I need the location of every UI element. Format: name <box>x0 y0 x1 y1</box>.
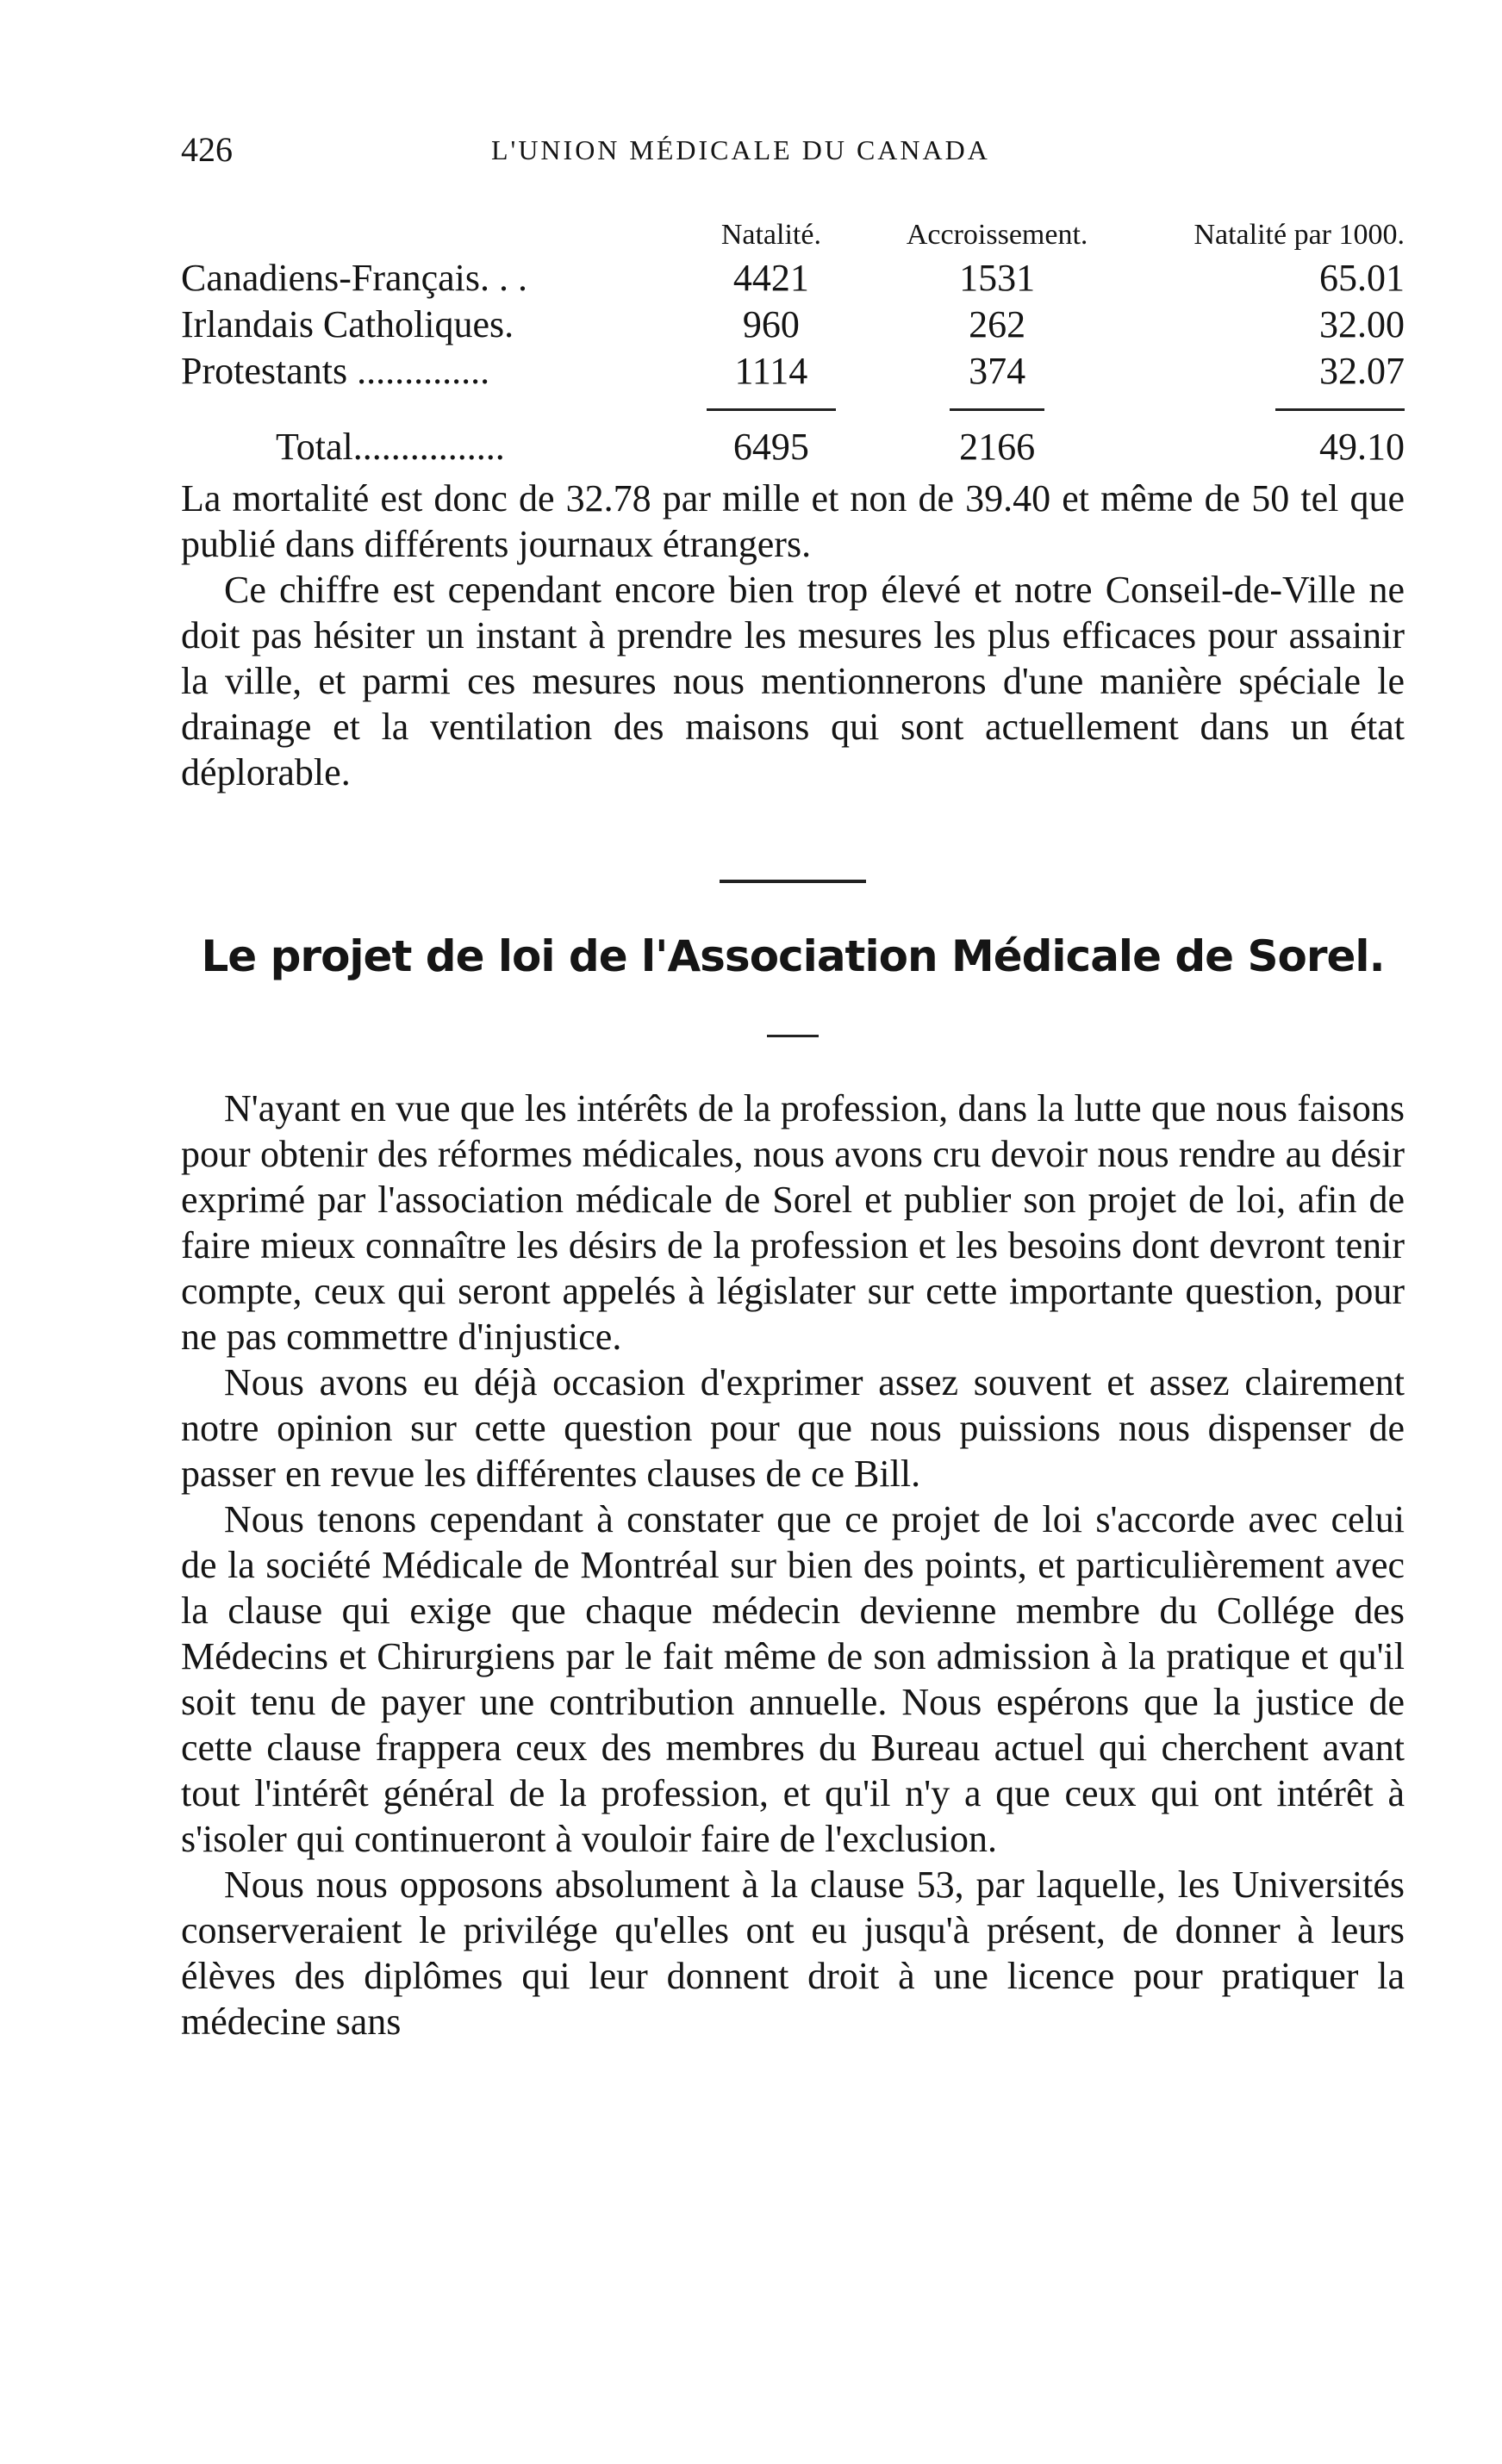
column-header-label <box>181 215 689 255</box>
section-separator <box>720 880 866 883</box>
sum-rule-row <box>181 395 1405 424</box>
cell-natalite: 1114 <box>734 350 808 392</box>
row-label: Protestants .............. <box>181 350 490 392</box>
row-label: Canadiens-Français. . . <box>181 257 527 299</box>
cell-natalite: 4421 <box>732 257 809 299</box>
statistics-table <box>181 215 1405 470</box>
table-header-row <box>181 215 1405 255</box>
row-label: Irlandais Catholiques. <box>181 303 514 345</box>
total-par-mille: 49.10 <box>1319 426 1405 468</box>
page-number: 426 <box>181 130 233 169</box>
section-paragraph: Nous nous opposons absolument à la clause 53, par laquelle, les Universités conserveraient le privilége qu'elles ont eu jusqu'à présent, de donner à leurs élèves des diplômes qui leur donnent droit à une licence pour pratiquer la médecine sans <box>181 1864 1405 2043</box>
section-paragraph: Nous avons eu déjà occasion d'exprimer assez souvent et assez clairement notre opinion sur cette question pour que nous puissions nous dispenser de passer en revue les différentes clauses de ce Bill. <box>181 1361 1405 1495</box>
table-total-row <box>181 424 1405 470</box>
cell-natalite: 960 <box>742 303 800 345</box>
sum-rule <box>1275 408 1405 411</box>
cell-accroissement: 1531 <box>959 257 1036 299</box>
table-row <box>181 302 1405 348</box>
sum-rule <box>707 408 836 411</box>
total-label: Total................ <box>276 426 505 468</box>
total-natalite: 6495 <box>732 426 809 468</box>
document-page <box>181 129 1405 2044</box>
section-paragraph: Nous tenons cependant à constater que ce projet de loi s'accorde avec celui de la société Médicale de Montréal sur bien des points, et particulièrement avec la clause qui exige que chaque médecin devienne membre du Collége des Médecins et Chirurgiens par le fait même de son admission à la pratique et qu'il soit tenu de payer une contribution annuelle. Nous espérons que la justice de cette clause frappera ceux des membres du Bureau actuel qui cherchent avant tout l'intérêt général de la profession, et qu'il n'y a que ceux qui ont intérêt à s'isoler qui continueront à vouloir faire de l'exclusion. <box>181 1498 1405 1860</box>
column-header-par-mille: Natalité par 1000. <box>1193 219 1405 251</box>
cell-accroissement: 374 <box>969 350 1026 392</box>
column-header-natalite: Natalité. <box>720 219 821 251</box>
table-row <box>181 255 1405 302</box>
cell-par-mille: 65.01 <box>1319 257 1405 299</box>
total-accroissement: 2166 <box>959 426 1036 468</box>
title-rule <box>767 1035 819 1037</box>
sum-rule <box>950 408 1044 411</box>
section-paragraph: N'ayant en vue que les intérêts de la profession, dans la lutte que nous faisons pour obtenir des réformes médicales, nous avons cru devoir nous rendre au désir exprimé par l'association médicale de Sorel et publier son projet de loi, afin de faire mieux connaître les désirs de la profession et les besoins dont devront tenir compte, ceux qui seront appelés à législater sur cette importante question, pour ne pas commettre d'injustice. <box>181 1087 1405 1358</box>
column-header-accroissement: Accroissement. <box>906 219 1088 251</box>
cell-par-mille: 32.00 <box>1319 303 1405 345</box>
table-row <box>181 348 1405 395</box>
cell-accroissement: 262 <box>969 303 1026 345</box>
journal-title: L'UNION MÉDICALE DU CANADA <box>491 134 990 165</box>
paragraph-mortality: La mortalité est donc de 32.78 par mille et non de 39.40 et même de 50 tel que publié dans différents journaux étrangers. <box>181 477 1405 565</box>
cell-par-mille: 32.07 <box>1319 350 1405 392</box>
section-title: Le projet de loi de l'Association Médicale de Sorel. <box>201 931 1385 981</box>
paragraph-council: Ce chiffre est cependant encore bien trop élevé et notre Conseil-de-Ville ne doit pas hésiter un instant à prendre les mesures les plus efficaces pour assainir la ville, et parmi ces mesures nous mentionnerons d'une manière spéciale le drainage et la ventilation des maisons qui sont actuellement dans un état déplorable. <box>181 569 1405 793</box>
running-head <box>181 129 1405 181</box>
